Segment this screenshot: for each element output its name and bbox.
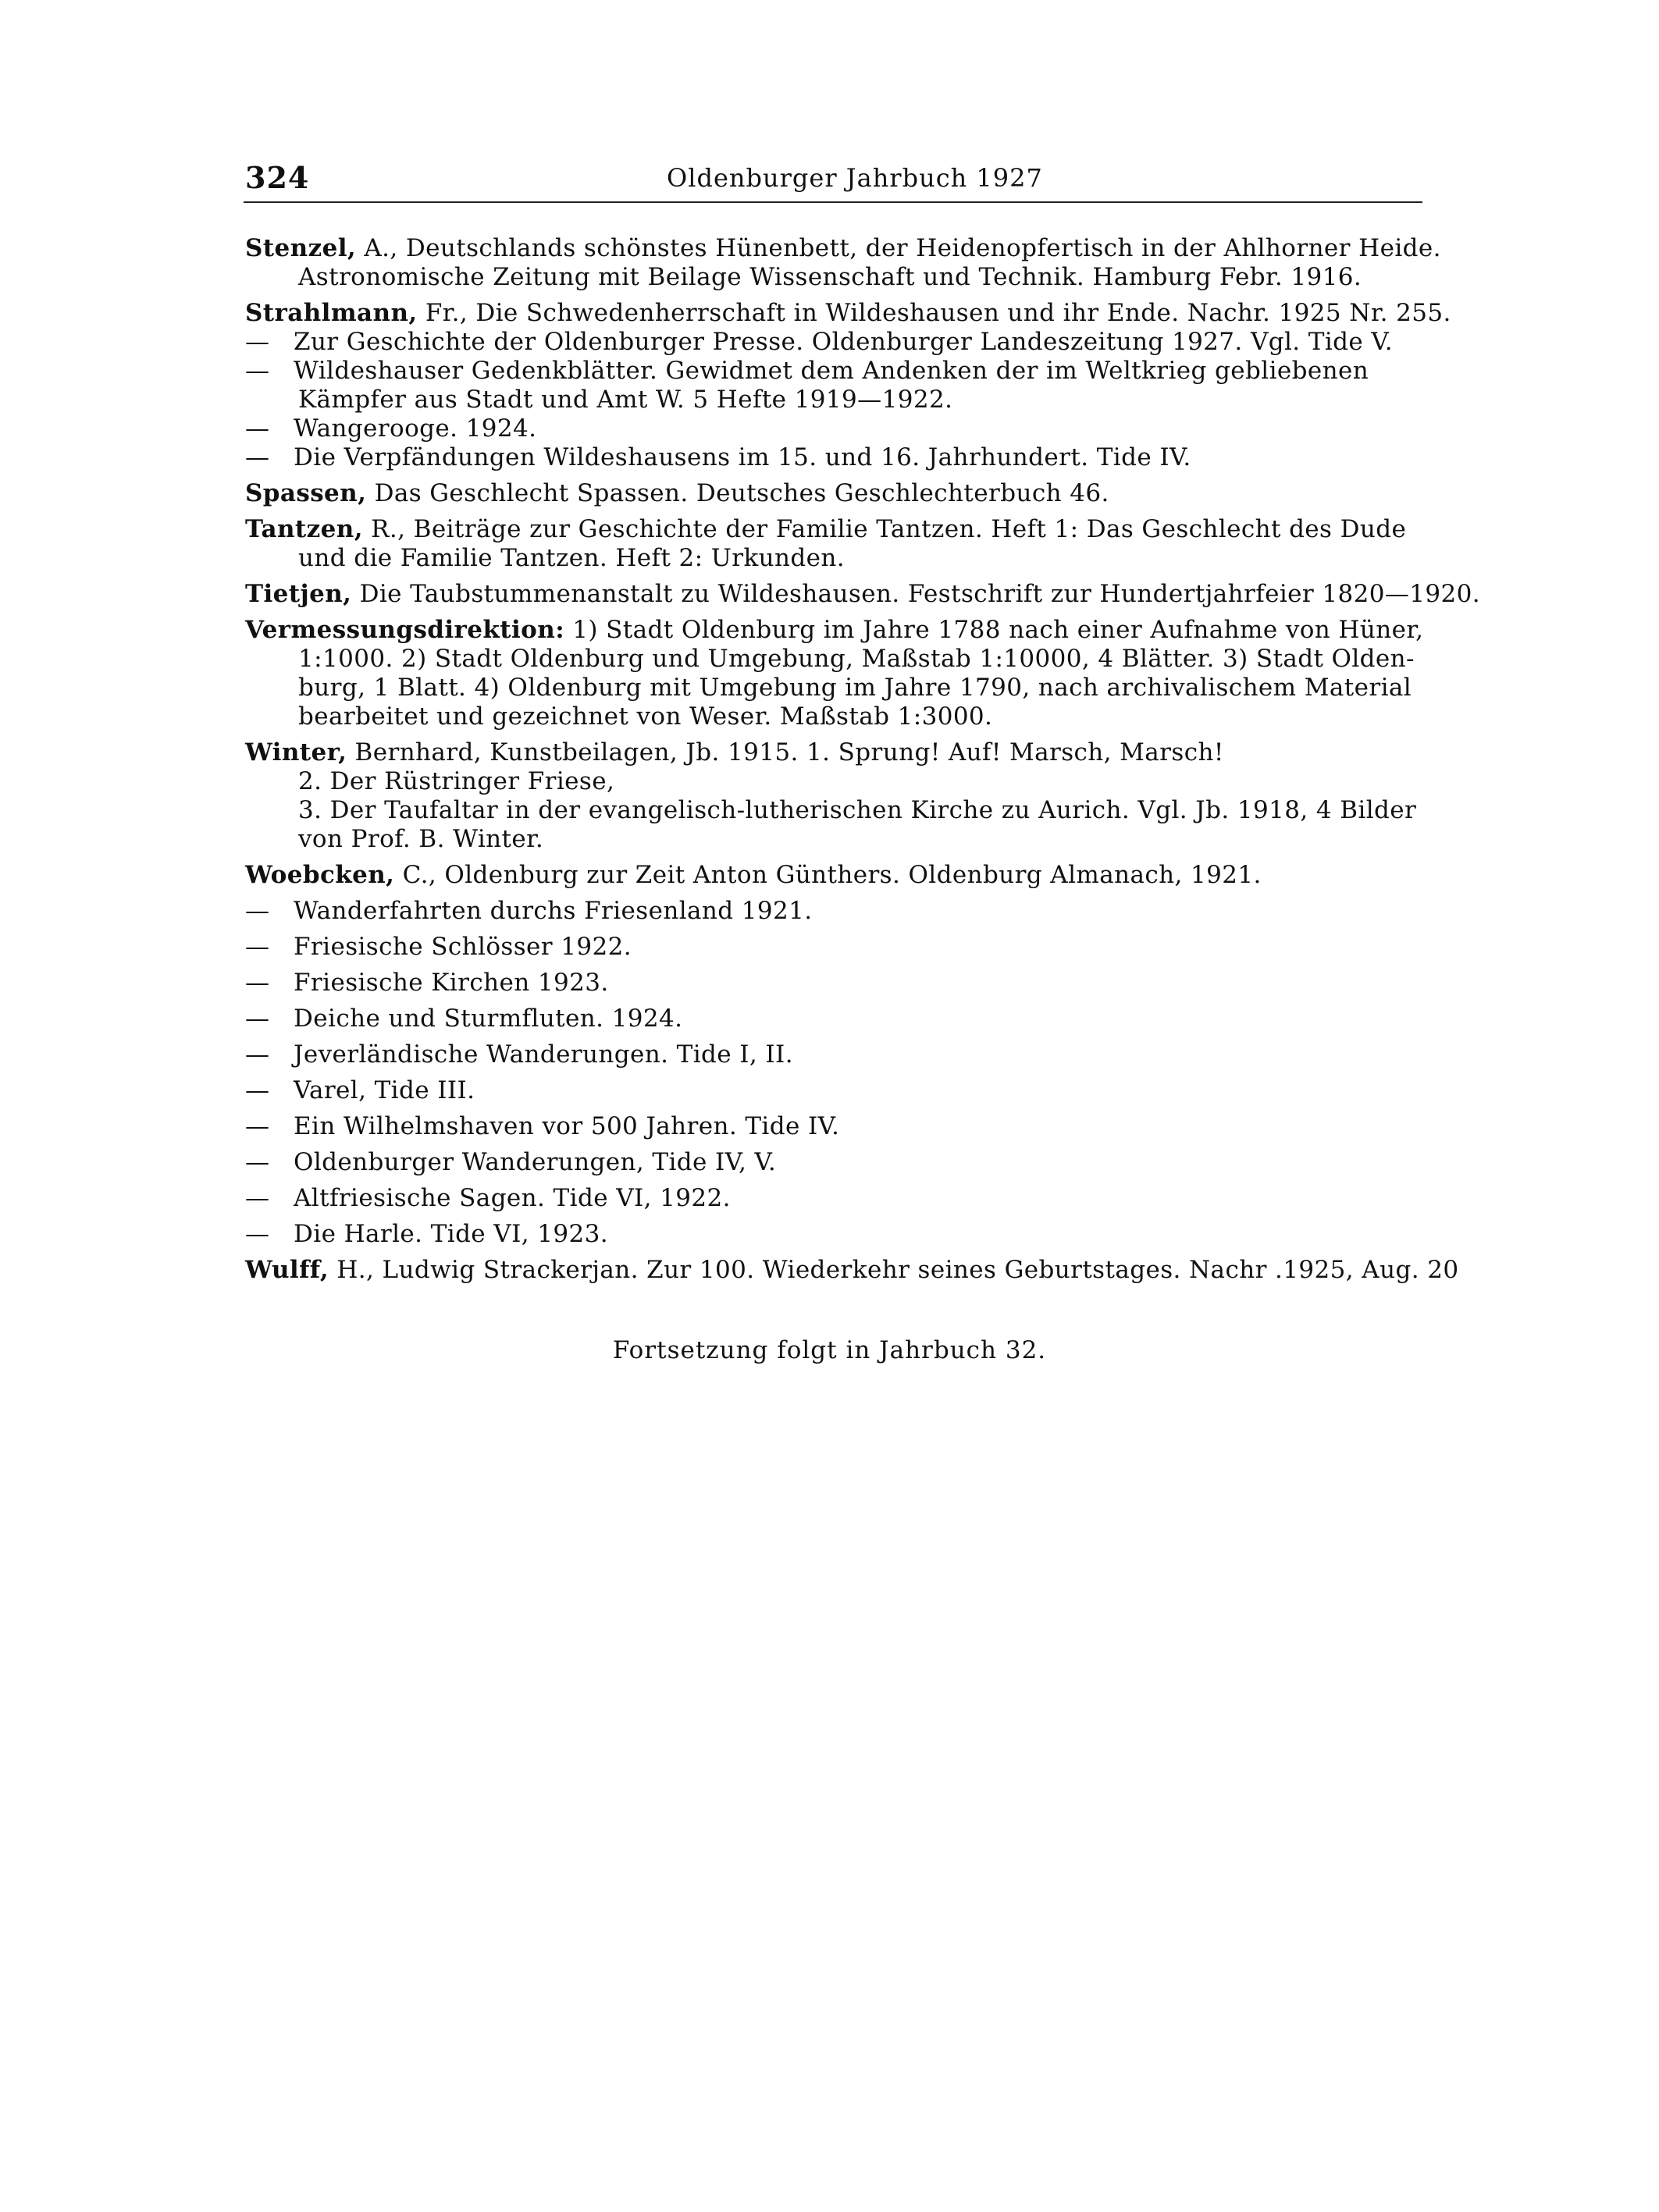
entry-author: Vermessungsdirektion: [245, 616, 565, 644]
bibliography-line [245, 1148, 1424, 1177]
entry-text: Fr., Die Schwedenherrschaft in Wildeshausen und ihr Ende. Nachr. 1925 Nr. 255. [417, 299, 1451, 327]
continuation-note: Fortsetzung folgt in Jahrbuch 32. [612, 1336, 1047, 1364]
entry-text: Zur Geschichte der Oldenburger Presse. Oldenburger Landeszeitung 1927. Vgl. Tide V. [294, 328, 1394, 356]
entry-text: Kämpfer aus Stadt und Amt W. 5 Hefte 1919—1922. [298, 386, 953, 414]
entry-author: Woebcken, [245, 861, 395, 889]
ditto-dash: — [245, 443, 270, 471]
ditto-dash: — [245, 357, 270, 385]
ditto-dash: — [245, 969, 270, 997]
entry-text: H., Ludwig Strackerjan. Zur 100. Wiederkehr seines Geburtstages. Nachr .1925, Aug. 20 [329, 1256, 1459, 1284]
bibliography-line [245, 1256, 1459, 1285]
bibliography-line [245, 263, 1424, 292]
entry-text: Wangerooge. 1924. [294, 414, 537, 443]
bibliography-line [245, 897, 1424, 926]
ditto-dash: — [245, 1005, 270, 1033]
entry-text: 1) Stadt Oldenburg im Jahre 1788 nach einer Aufnahme von Hüner, [564, 616, 1424, 644]
ditto-dash: — [245, 414, 270, 443]
ditto-dash: — [245, 1112, 270, 1140]
entry-text: Deiche und Sturmfluten. 1924. [294, 1005, 683, 1033]
bibliography-line [245, 1220, 1424, 1249]
page-header [245, 160, 1421, 197]
entry-text: A., Deutschlands schönstes Hünenbett, der Heidenopfertisch in der Ahlhorner Heide. [356, 234, 1441, 262]
entry-author: Strahlmann, [245, 299, 418, 327]
ditto-dash: — [245, 1076, 270, 1104]
bibliography-line [245, 1076, 1424, 1105]
bibliography-line [245, 515, 1424, 544]
entry-text: Varel, Tide III. [294, 1076, 475, 1104]
ditto-dash: — [245, 328, 270, 356]
bibliography-line [245, 738, 1424, 767]
header-rule [244, 201, 1422, 203]
bibliography-line [245, 299, 1451, 328]
entry-text: Oldenburger Wanderungen, Tide IV, V. [294, 1148, 777, 1176]
bibliography-line [245, 479, 1424, 508]
ditto-dash: — [245, 1148, 270, 1176]
entry-text: 1:1000. 2) Stadt Oldenburg und Umgebung, Maßstab 1:10000, 4 Blätter. 3) Stadt Olden- [298, 645, 1415, 673]
bibliography-line [245, 1005, 1424, 1033]
entry-text: 2. Der Rüstringer Friese, [298, 767, 615, 795]
bibliography-line [245, 544, 1424, 573]
bibliography-line [245, 767, 1424, 796]
entry-text: Friesische Kirchen 1923. [294, 969, 609, 997]
entry-text: R., Beiträge zur Geschichte der Familie Tantzen. Heft 1: Das Geschlecht des Dude [362, 515, 1407, 543]
entry-text: Altfriesische Sagen. Tide VI, 1922. [294, 1184, 731, 1212]
bibliography-line [245, 357, 1424, 386]
entry-text: Wanderfahrten durchs Friesenland 1921. [294, 897, 813, 925]
bibliography-line [245, 933, 1424, 962]
bibliography-line [245, 1040, 1424, 1069]
entry-text: Bernhard, Kunstbeilagen, Jb. 1915. 1. Sprung! Auf! Marsch, Marsch! [347, 738, 1224, 766]
ditto-dash: — [245, 1184, 270, 1212]
ditto-dash: — [245, 1040, 270, 1069]
entry-text: Die Harle. Tide VI, 1923. [294, 1220, 608, 1248]
entry-text: und die Familie Tantzen. Heft 2: Urkunden. [298, 544, 845, 572]
entry-text: burg, 1 Blatt. 4) Oldenburg mit Umgebung im Jahre 1790, nach archivalischem Material [298, 674, 1412, 702]
bibliography-line [245, 328, 1424, 357]
entry-author: Stenzel, [245, 234, 357, 262]
entry-text: Wildeshauser Gedenkblätter. Gewidmet dem Andenken der im Weltkrieg gebliebenen [294, 357, 1369, 385]
entry-author: Tietjen, [245, 580, 352, 608]
bibliography-line [245, 796, 1424, 825]
entry-text: Friesische Schlösser 1922. [294, 933, 632, 961]
bibliography-line [245, 234, 1441, 263]
entry-text: 3. Der Taufaltar in der evangelisch-lutherischen Kirche zu Aurich. Vgl. Jb. 1918, 4 Bilder [298, 796, 1417, 824]
entry-text: Das Geschlecht Spassen. Deutsches Geschlechterbuch 46. [366, 479, 1109, 507]
entry-author: Wulff, [245, 1256, 329, 1284]
bibliography-line [245, 702, 1424, 731]
bibliography-line [245, 825, 1424, 854]
entry-text: bearbeitet und gezeichnet von Weser. Maßstab 1:3000. [298, 702, 993, 731]
bibliography-line [245, 386, 1424, 414]
ditto-dash: — [245, 933, 270, 961]
entry-text: von Prof. B. Winter. [298, 825, 544, 853]
page-number: 324 [245, 160, 310, 195]
bibliography-line [245, 969, 1424, 998]
running-title: Oldenburger Jahrbuch 1927 [667, 163, 1043, 193]
bibliography-line [245, 580, 1480, 609]
entry-author: Spassen, [245, 479, 367, 507]
entry-text: Astronomische Zeitung mit Beilage Wissenschaft und Technik. Hamburg Febr. 1916. [298, 263, 1362, 291]
bibliography-list [245, 234, 1480, 1285]
entry-text: C., Oldenburg zur Zeit Anton Günthers. Oldenburg Almanach, 1921. [394, 861, 1262, 889]
bibliography-line [245, 1112, 1424, 1141]
entry-text: Ein Wilhelmshaven vor 500 Jahren. Tide IV. [294, 1112, 840, 1140]
entry-text: Jeverländische Wanderungen. Tide I, II. [294, 1040, 793, 1069]
bibliography-line [245, 414, 1424, 443]
entry-text: Die Verpfändungen Wildeshausens im 15. und 16. Jahrhundert. Tide IV. [294, 443, 1191, 471]
entry-author: Tantzen, [245, 515, 363, 543]
ditto-dash: — [245, 897, 270, 925]
entry-text: Die Taubstummenanstalt zu Wildeshausen. Festschrift zur Hundertjahrfeier 1820—1920. [351, 580, 1480, 608]
bibliography-line [245, 1184, 1424, 1213]
bibliography-line [245, 443, 1424, 472]
bibliography-line [245, 616, 1424, 645]
bibliography-line [245, 674, 1424, 702]
ditto-dash: — [245, 1220, 270, 1248]
bibliography-line [245, 861, 1424, 890]
bibliography-line [245, 645, 1424, 674]
entry-author: Winter, [245, 738, 347, 766]
